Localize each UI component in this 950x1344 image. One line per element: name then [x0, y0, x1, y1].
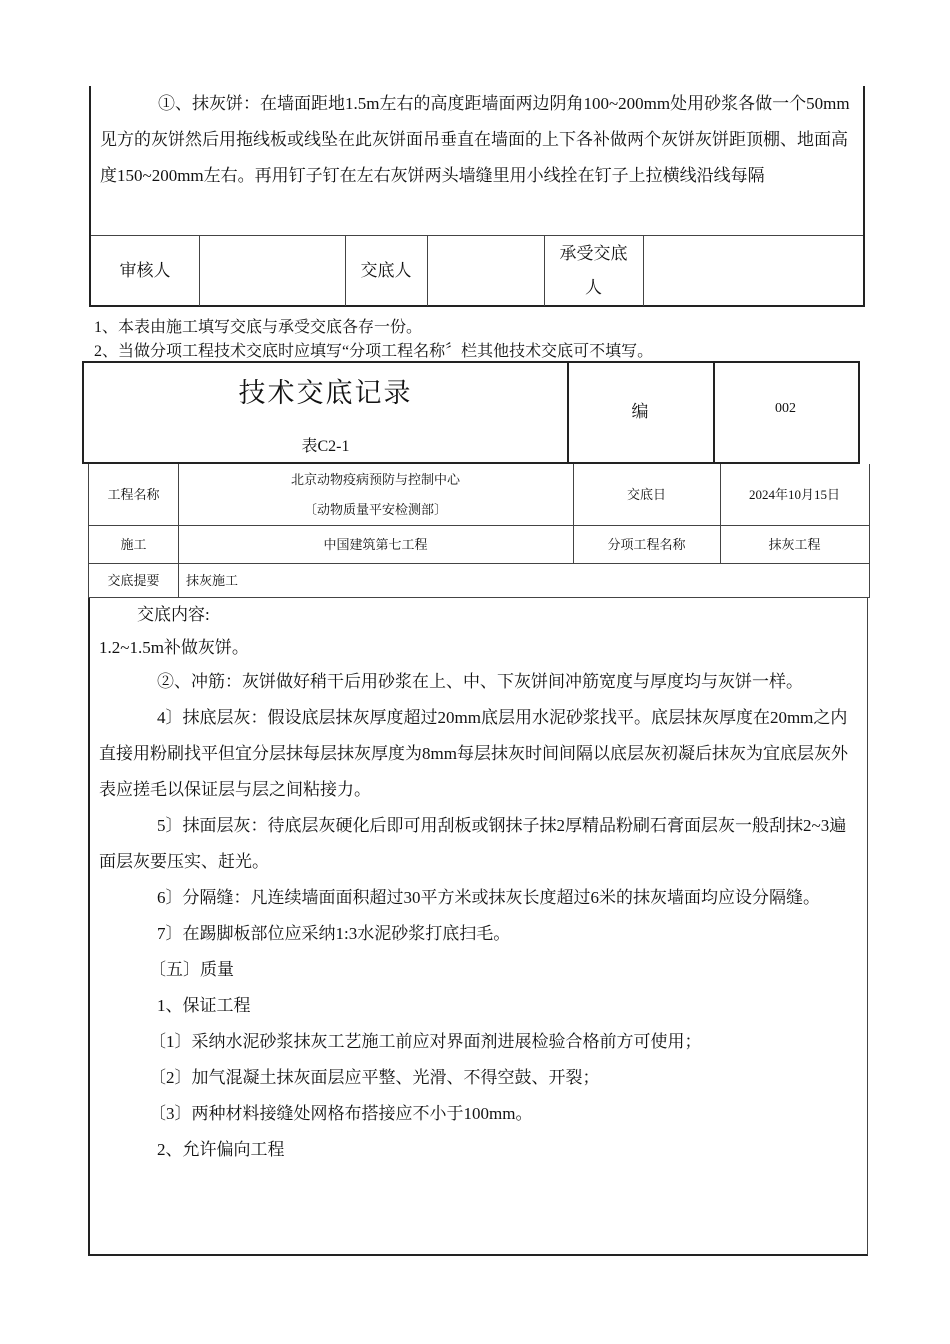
project-name-value: [178, 464, 574, 525]
content-line: 〔3〕两种材料接缝处网格布搭接应不小于100mm。: [149, 1104, 533, 1123]
content-line: 2、允许偏向工程: [157, 1140, 285, 1159]
content-line: ②、冲筋：灰饼做好稍干后用砂浆在上、中、下灰饼间冲筋宽度与厚度均与灰饼一样。: [157, 672, 803, 691]
reviewer-label: 审核人: [91, 236, 200, 306]
info-row-construction: [89, 526, 869, 564]
subproject-label: 分项工程名称: [573, 526, 721, 563]
construction-label: 施工: [89, 526, 179, 563]
receiver-label-line1: 承受交底: [559, 244, 628, 263]
discloser-signature-cell: [427, 236, 545, 306]
content-line: 4〕抹底层灰：假设底层抹灰厚度超过20mm底层用水泥砂浆找平。底层抹灰厚度在20mm之内直接用粉刷找平但宜分层抹每层抹灰厚度为8mm每层抹灰时间间隔以底层灰初凝后抹灰为宜底层灰外表应搓毛以保证层与层之间粘接力。: [99, 708, 848, 799]
discloser-label: 交底人: [345, 236, 428, 306]
content-line: 6〕分隔缝：凡连续墙面面积超过30平方米或抹灰长度超过6米的抹灰墙面均应设分隔缝。: [157, 888, 820, 907]
info-row-project: [89, 464, 869, 526]
content-line: 7〕在踢脚板部位应采纳1:3水泥砂浆打底扫毛。: [157, 924, 511, 943]
summary-value: 抹灰施工: [186, 572, 239, 588]
content-text: [99, 598, 857, 1168]
number-label: 编: [631, 402, 649, 421]
number-value: 002: [775, 401, 796, 416]
note-1: 1、本表由施工填写交底与承受交底各存一份。: [94, 319, 423, 336]
info-row-summary: [89, 564, 869, 598]
content-box: [88, 598, 868, 1256]
form-header: [82, 361, 860, 464]
note-2: 2、当做分项工程技术交底时应填写“分项工程名称〞栏其他技术交底可不填写。: [94, 343, 654, 360]
receiver-signature-cell: [643, 236, 863, 306]
summary-label: 交底提要: [89, 564, 179, 597]
project-name-label: 工程名称: [89, 464, 179, 525]
content-line: 5〕抹面层灰：待底层灰硬化后即可用刮板或钢抹子抹2厚精品粉刷石膏面层灰一般刮抹2~3遍面层灰要压实、赶光。: [99, 816, 847, 871]
project-name-line1: 北京动物疫病预防与控制中心: [290, 471, 460, 487]
subproject-value: 抹灰工程: [768, 536, 821, 552]
receiver-label-line2: 人: [585, 278, 602, 297]
previous-page-text: [100, 86, 858, 194]
construction-value: 中国建筑第七工程: [178, 526, 574, 563]
form-code: 表C2-1: [301, 438, 350, 455]
signature-row: [91, 235, 863, 306]
info-table: [88, 464, 870, 598]
project-name-line2: 〔动物质量平安检测部〕: [303, 501, 447, 517]
content-line: 〔1〕采纳水泥砂浆抹灰工艺施工前应对界面剂进展检验合格前方可使用；: [149, 1032, 702, 1051]
date-label: 交底日: [573, 464, 721, 525]
plaster-cake-paragraph: ①、抹灰饼：在墙面距地1.5m左右的高度距墙面两边阴角100~200mm处用砂浆各做一个50mm见方的灰饼然后用拖线板或线坠在此灰饼面吊垂直在墙面的上下各补做两个灰饼灰饼距顶棚、地面高度150~200mm左右。再用钉子钉在左右灰饼两头墙缝里用小线拴在钉子上拉横线沿线每隔: [100, 94, 850, 185]
header-title-cell: [84, 363, 569, 462]
content-line: 1、保证工程: [157, 996, 251, 1015]
content-line: 1.2~1.5m补做灰饼。: [99, 638, 249, 657]
number-label-cell: [567, 363, 715, 462]
reviewer-signature-cell: [199, 236, 346, 306]
content-line: 〔五〕质量: [149, 960, 234, 979]
content-heading: 交底内容:: [137, 605, 210, 624]
date-value: 2024年10月15日: [748, 486, 840, 502]
receiver-label: [544, 236, 644, 306]
form-title: 技术交底记录: [238, 378, 413, 408]
previous-page-box: [89, 86, 865, 307]
content-line: 〔2〕加气混凝土抹灰面层应平整、光滑、不得空鼓、开裂；: [149, 1068, 600, 1087]
